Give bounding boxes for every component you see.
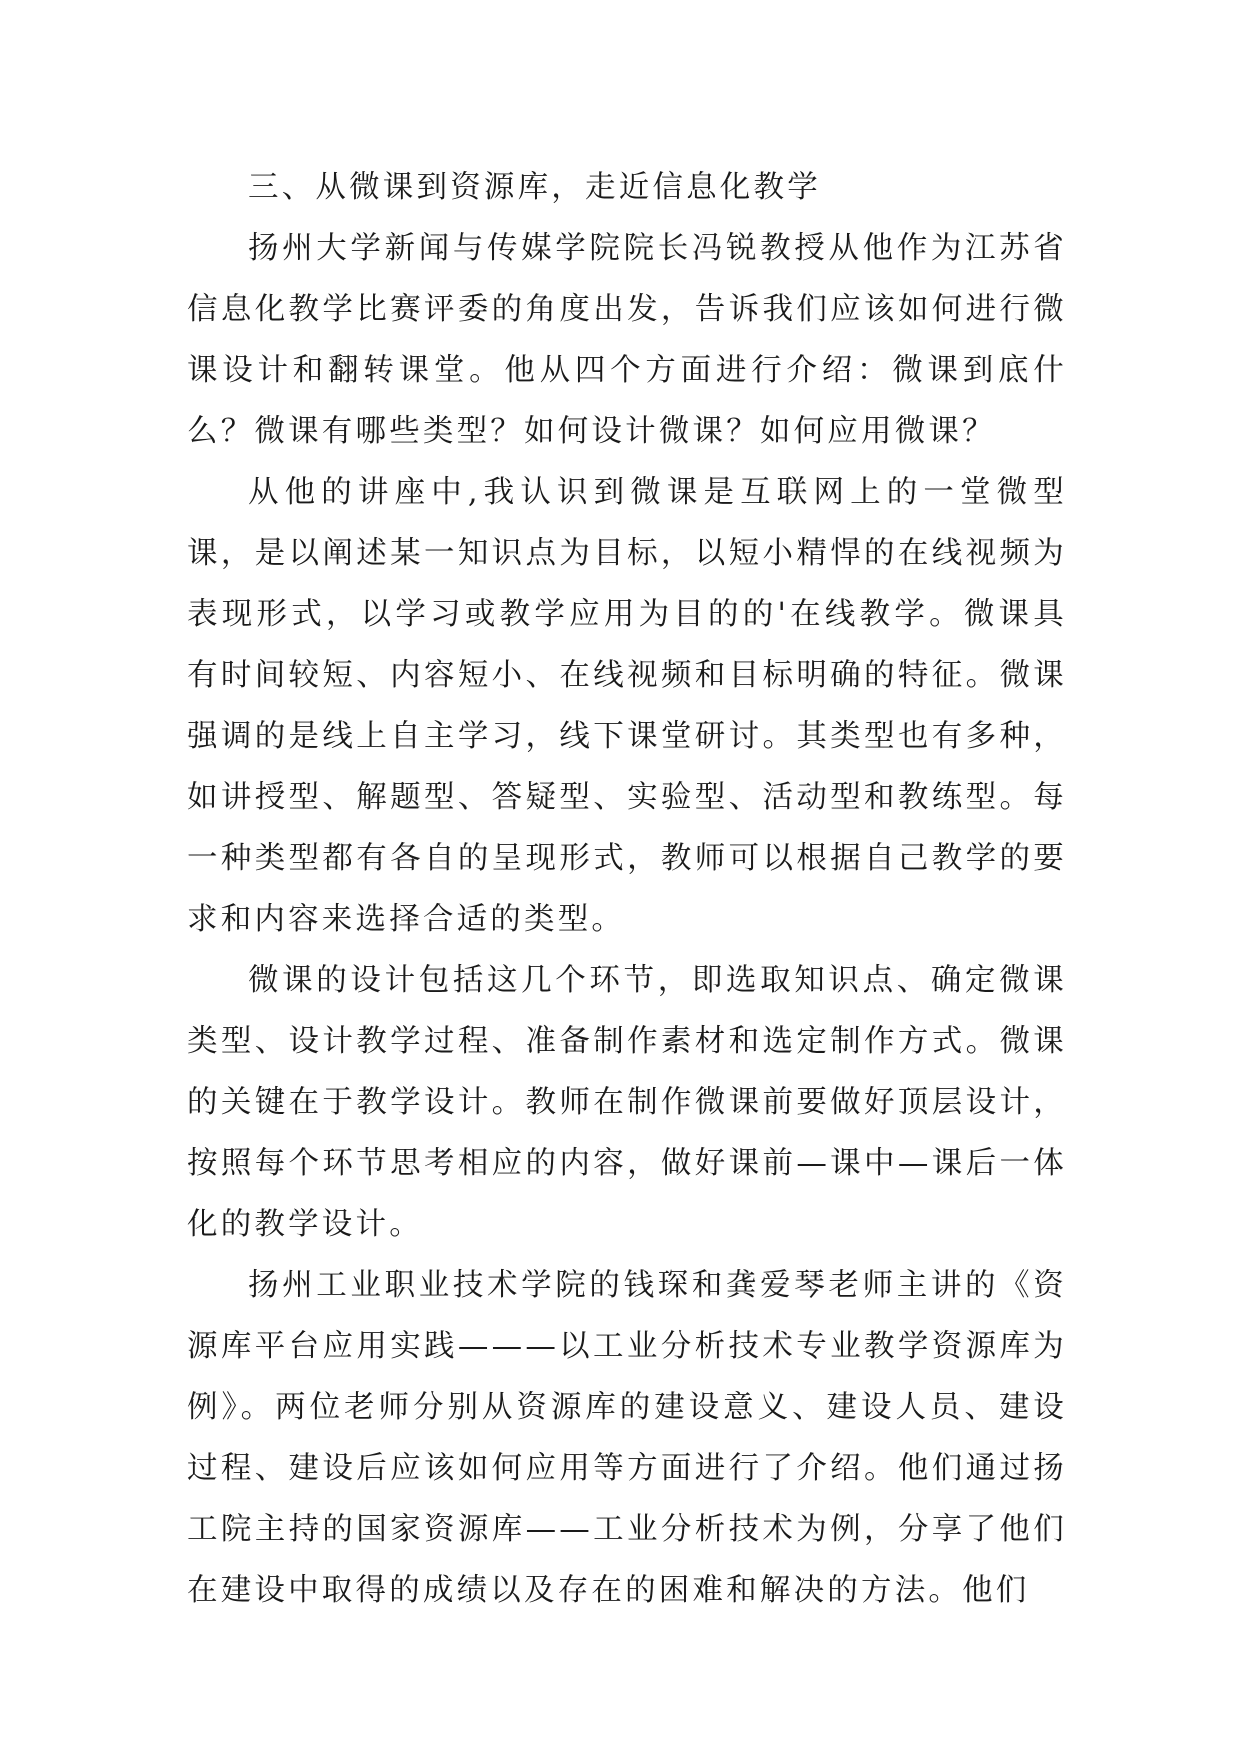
document-body (187, 157, 1067, 1621)
paragraph-1: 扬州大学新闻与传媒学院院长冯锐教授从他作为江苏省信息化教学比赛评委的角度出发，告诉我们应该如何进行微课设计和翻转课堂。他从四个方面进行介绍：微课到底什么？微课有哪些类型？如何设计微课？如何应用微课？ (187, 231, 1067, 449)
section-heading: 三、从微课到资源库，走近信息化教学 (248, 170, 821, 205)
paragraph-2: 从他的讲座中,我认识到微课是互联网上的一堂微型课，是以阐述某一知识点为目标，以短小精悍的在线视频为表现形式，以学习或教学应用为目的的'在线教学。微课具有时间较短、内容短小、在线视频和目标明确的特征。微课强调的是线上自主学习，线下课堂研讨。其类型也有多种，如讲授型、解题型、答疑型、实验型、活动型和教练型。每一种类型都有各自的呈现形式，教师可以根据自己教学的要求和内容来选择合适的类型。 (187, 475, 1067, 937)
paragraph-4: 扬州工业职业技术学院的钱琛和龚爱琴老师主讲的《资源库平台应用实践———以工业分析技术专业教学资源库为例》。两位老师分别从资源库的建设意义、建设人员、建设过程、建设后应该如何应用等方面进行了介绍。他们通过扬工院主持的国家资源库——工业分析技术为例，分享了他们在建设中取得的成绩以及存在的困难和解决的方法。他们 (187, 1268, 1067, 1608)
paragraph-3: 微课的设计包括这几个环节，即选取知识点、确定微课类型、设计教学过程、准备制作素材和选定制作方式。微课的关键在于教学设计。教师在制作微课前要做好顶层设计，按照每个环节思考相应的内容，做好课前—课中—课后一体化的教学设计。 (187, 963, 1067, 1242)
